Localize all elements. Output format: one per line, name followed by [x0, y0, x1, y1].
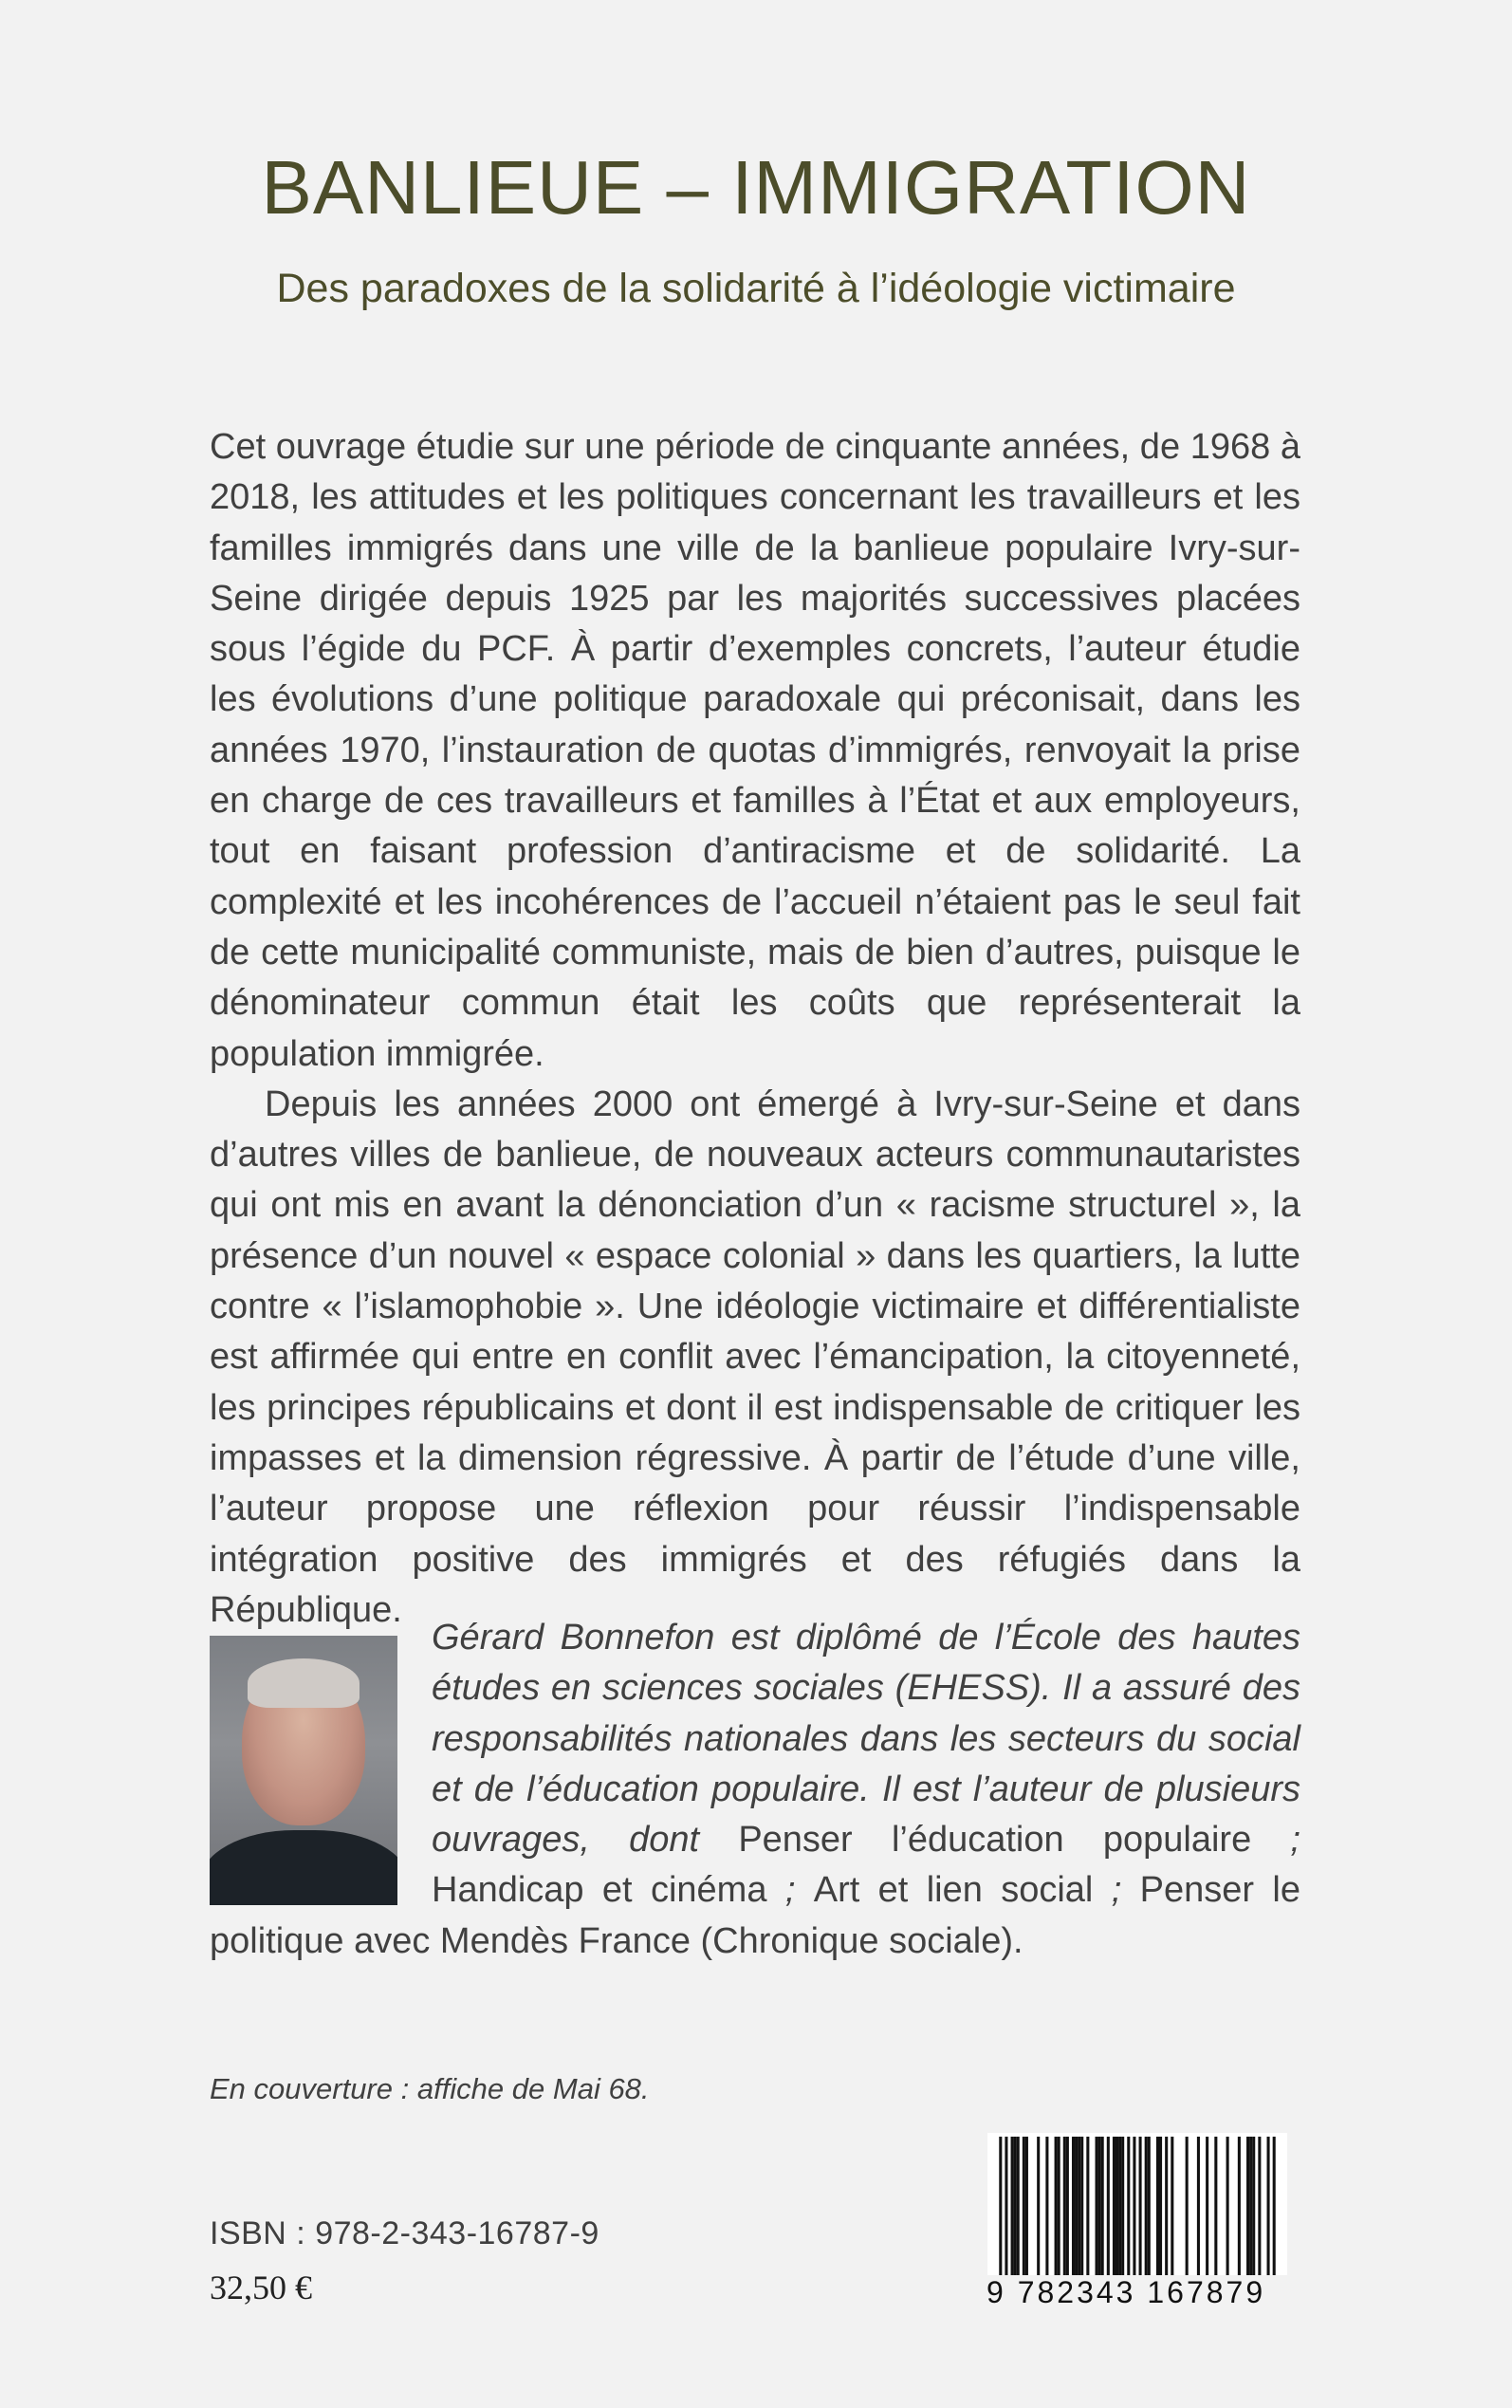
barcode-bar [1011, 2137, 1014, 2275]
barcode-bar [1127, 2137, 1130, 2275]
barcode-bar [1197, 2137, 1200, 2275]
isbn-barcode [987, 2133, 1287, 2292]
barcode-bar [1214, 2137, 1217, 2275]
book-price: 32,50 € [210, 2269, 312, 2306]
barcode-bar [1023, 2137, 1025, 2275]
barcode-bar [1267, 2137, 1270, 2290]
barcode-bar [999, 2137, 1002, 2290]
barcode-bar [1045, 2137, 1048, 2275]
barcode-bar [1098, 2137, 1101, 2275]
barcode-bar [1148, 2137, 1151, 2275]
barcode-bar [1063, 2137, 1066, 2275]
author-book-4: Penser le politique avec Mendès France [210, 1870, 1300, 1961]
barcode-bar [1075, 2137, 1078, 2275]
barcode-bar [1014, 2137, 1017, 2275]
barcode-bar [1072, 2137, 1075, 2275]
barcode-bar [1118, 2137, 1121, 2275]
barcode-bar [1078, 2137, 1080, 2275]
summary-paragraph-1: Cet ouvrage étudie sur une période de cinquante années, de 1968 à 2018, les attitudes et les politiques concernant les travailleurs et les familles immigrés dans une ville de la banlieue populaire Ivry-sur-Seine dirigée depuis 1925 par les majorités successives placées sous l’égide du PCF. À partir d’exemples concrets, l’auteur étudie les évolutions d’une politique paradoxale qui préconisait, dans les années 1970, l’instauration de quotas d’immigrés, renvoyait la prise en charge de ces travailleurs et familles à l’État et aux employeurs, tout en faisant profession d’antiracisme et de solidarité. La complexité et les incohérences de l’accueil n’étaient pas le seul fait de cette municipalité communiste, mais de bien d’autres, puisque le dénominateur commun était les coûts que représenterait la population immigrée. [210, 427, 1300, 1074]
barcode-bar [1017, 2137, 1020, 2275]
barcode-bar [1145, 2137, 1148, 2275]
barcode-bar [1025, 2137, 1028, 2275]
barcode-bar [1107, 2137, 1110, 2275]
author-section [210, 1613, 1300, 1967]
barcode-bar [1116, 2137, 1118, 2275]
barcode-bar [1165, 2137, 1168, 2275]
barcode-bar [1258, 2137, 1261, 2275]
barcode-bar [1249, 2137, 1252, 2275]
barcode-bar [1086, 2137, 1089, 2275]
barcode-bar [1139, 2137, 1142, 2290]
author-book-separator-3: ; [1093, 1870, 1140, 1911]
author-book-3: Art et lien social [813, 1870, 1094, 1911]
author-book-separator-1: ; [1251, 1820, 1300, 1861]
barcode-bar [1080, 2137, 1083, 2275]
barcode-bar [1121, 2137, 1124, 2275]
book-summary [210, 422, 1300, 1636]
barcode-bar [1133, 2137, 1135, 2290]
barcode-bar [1159, 2137, 1162, 2275]
barcode-bar [1206, 2137, 1208, 2275]
summary-paragraph-2: Depuis les années 2000 ont émergé à Ivry-sur-Seine et dans d’autres villes de banlieue, de nouveaux acteurs communautaristes qui ont mis en avant la dénonciation d’un « racisme structurel », la présence d’un nouvel « espace colonial » dans les quartiers, la lutte contre « l’islamophobie ». Une idéologie victimaire et différentialiste est affirmée qui entre en conflit avec l’émancipation, la citoyenneté, les principes républicains et dont il est indispensable de critiquer les impasses et la dimension régressive. À partir de l’étude d’une ville, l’auteur propose une réflexion pour réussir l’indispensable intégration positive des immigrés et des réfugiés dans la République. [210, 1084, 1300, 1630]
barcode-bar [1252, 2137, 1255, 2275]
barcode-digits: 9 782343 167879 [986, 2275, 1290, 2310]
barcode-bar [1058, 2137, 1060, 2275]
author-name: Gérard Bonnefon [432, 1618, 715, 1658]
barcode-bar [1171, 2137, 1173, 2275]
barcode-bar [1246, 2137, 1249, 2275]
book-title: BANLIEUE – IMMIGRATION [261, 145, 1251, 230]
author-book-1: Penser l’éducation populaire [738, 1820, 1252, 1861]
barcode-bar [1096, 2137, 1098, 2275]
barcode-bar [1005, 2137, 1007, 2290]
author-book-separator-2: ; [766, 1870, 814, 1911]
barcode-bar [1186, 2137, 1189, 2275]
barcode-bar [1055, 2137, 1058, 2275]
barcode-bar [1156, 2137, 1159, 2275]
barcode-bar [1226, 2137, 1229, 2275]
barcode-bar [1238, 2137, 1241, 2275]
barcode-bar [1066, 2137, 1069, 2275]
author-photo [210, 1636, 397, 1905]
author-book-2: Handicap et cinéma [432, 1870, 767, 1911]
barcode-bar [1037, 2137, 1040, 2275]
barcode-bar [1101, 2137, 1104, 2275]
cover-credit: En couverture : affiche de Mai 68. [210, 2072, 650, 2105]
author-bio-text: est diplômé de l’École des hautes études en sciences sociales (EHESS). Il a assuré des responsabilités nationales dans les secteurs du social et de l’éducation populaire. Il est l’auteur de plusieurs ouvrages, dont [432, 1618, 1300, 1861]
isbn-number: ISBN : 978-2-343-16787-9 [210, 2215, 599, 2251]
barcode-bars [987, 2133, 1287, 2292]
barcode-bar [1113, 2137, 1116, 2275]
author-publisher: (Chronique sociale). [690, 1920, 1023, 1961]
barcode-bar [1273, 2137, 1276, 2290]
book-subtitle: Des paradoxes de la solidarité à l’idéologie victimaire [276, 266, 1236, 311]
